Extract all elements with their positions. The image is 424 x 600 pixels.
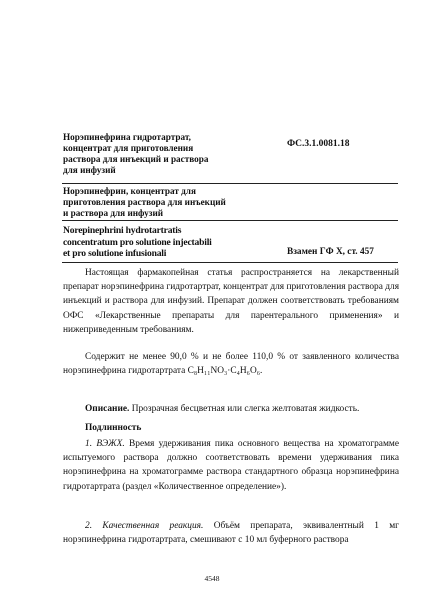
intro-paragraph — [63, 266, 399, 337]
qualitative-paragraph — [63, 519, 399, 547]
content-paragraph — [63, 350, 399, 378]
title-ru-line: Норэпинефрина гидротартрат, — [63, 132, 191, 142]
intro-text: Настоящая фармакопейная статья распространяется на лекарственный препарат норэпинефрина гидротартрат, концентрат для приготовления раствора для инъекций и раствора для инфузий. Препарат должен соответствовать требованиям ОФС «Лекарственные препараты для парентерального применения» и нижеприведенным требованиям. — [63, 268, 399, 335]
title-ru-line: раствора для инъекций и раствора — [63, 154, 209, 164]
page-number: 4548 — [204, 574, 220, 583]
latin-title-line: Norepinephrini hydrotartratis — [63, 225, 182, 236]
alt-name-line: и раствора для инфузий — [63, 208, 164, 218]
hplc-label: 1. ВЭЖХ. — [85, 439, 125, 449]
qual-label: 2. Качественная реакция. — [85, 521, 204, 531]
hplc-text: Время удерживания пика основного вещества на хроматограмме испытуемого раствора должно соответствовать времени удерживания пика норэпинефрина на хроматограмме раствора стандартного образца норэпинефрина гидротартрата (раздел «Количественное определение»). — [63, 439, 399, 492]
header-divider — [62, 183, 398, 184]
content-text: Содержит не менее 90,0 % и не более 110,0 % от заявленного количества норэпинефрина гидротартрата C₈H₁₁NO₃·C₄H₆O₆. — [63, 352, 399, 377]
alt-name-line: приготовления раствора для инъекций — [63, 197, 226, 207]
qual-text: Объём препарата, эквивалентный 1 мг норэпинефрина гидротартрата, смешивают с 10 мл буферного раствора — [63, 521, 399, 546]
latin-title-line: concentratum pro solutione injectabili — [63, 236, 212, 248]
replaces-note: Взамен ГФ X, ст. 457 — [287, 247, 374, 257]
latin-title-line: et pro solutione infusionali — [63, 248, 167, 259]
title-ru-line: концентрат для приготовления — [63, 143, 194, 153]
latin-title — [63, 225, 283, 260]
header-divider — [62, 262, 398, 263]
description-text: Прозрачная бесцветная или слегка желтоватая жидкость. — [129, 404, 360, 414]
alt-name-line: Норэпинефрин, концентрат для — [63, 186, 196, 196]
hplc-paragraph — [63, 437, 399, 494]
description-label: Описание. — [85, 404, 130, 414]
title-ru-line: для инфузий — [63, 165, 116, 175]
alt-name — [63, 186, 363, 219]
identity-heading: Подлинность — [85, 423, 142, 433]
monograph-code: ФС.3.1.0081.18 — [287, 139, 350, 149]
header-divider — [62, 220, 398, 221]
description-paragraph — [63, 402, 399, 416]
identity-heading-block — [63, 421, 399, 435]
